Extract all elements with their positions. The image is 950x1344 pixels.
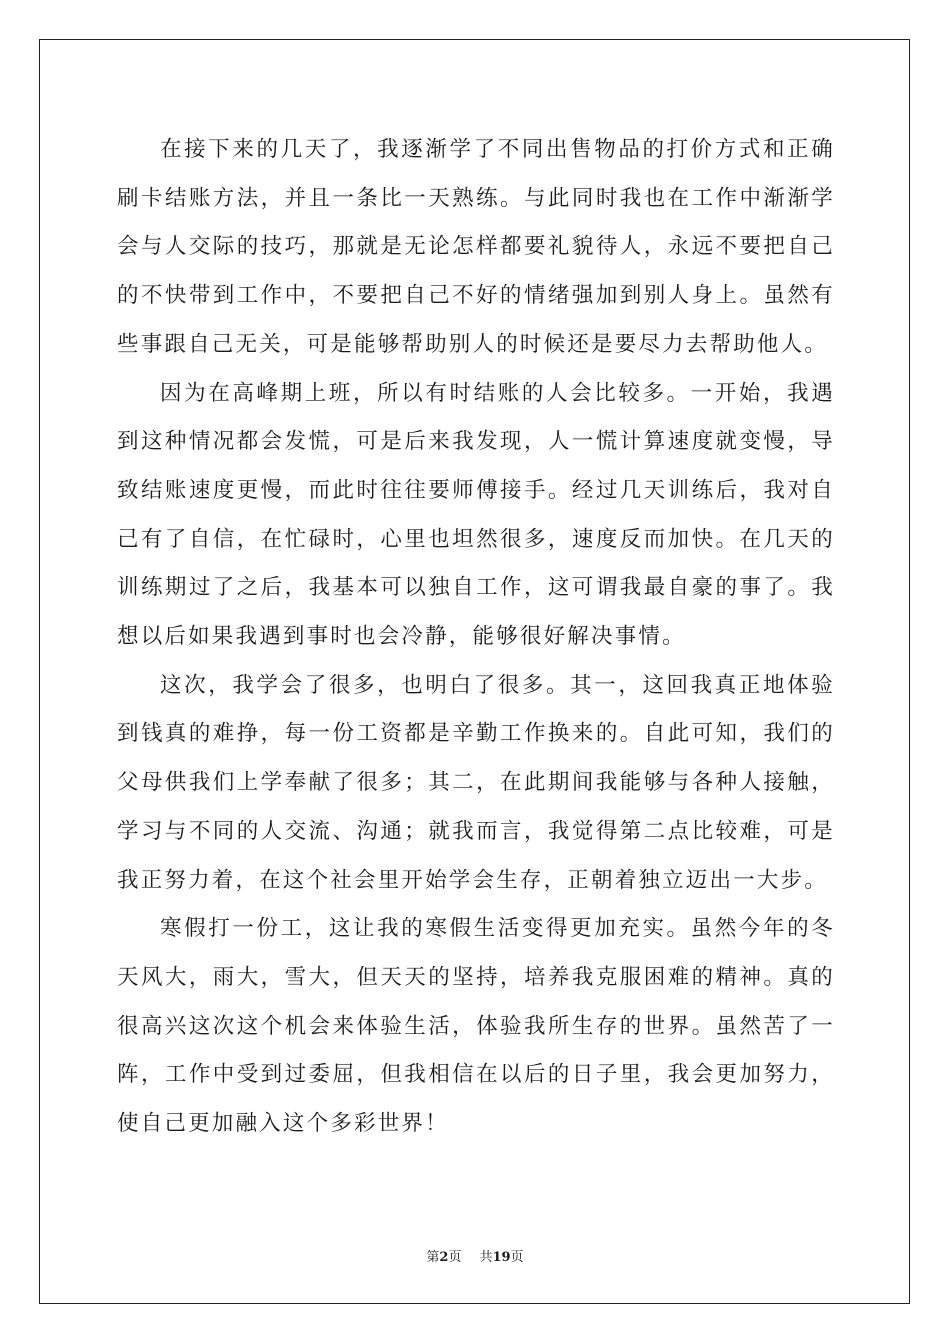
paragraph: 寒假打一份工，这让我的寒假生活变得更加充实。虽然今年的冬天风大，雨大，雪大，但天天的坚持，培养我克服困难的精神。真的很高兴这次这个机会来体验生活，体验我所生存的世界。虽然苦了一阵，工作中受到过委屈，但我相信在以后的日子里，我会更加努力，使自己更加融入这个多彩世界！ [117, 916, 835, 1137]
paragraph: 在接下来的几天了，我逐渐学了不同出售物品的打价方式和正确刷卡结账方法，并且一条比一天熟练。与此同时我也在工作中渐渐学会与人交际的技巧，那就是无论怎样都要礼貌待人，永远不要把自己的不快带到工作中，不要把自己不好的情绪强加到别人身上。虽然有些事跟自己无关，可是能够帮助别人的时候还是要尽力去帮助他人。 [117, 137, 835, 357]
total-label-suffix: 页 [510, 1250, 524, 1265]
total-label-prefix: 共 [479, 1250, 493, 1265]
total-pages: 19 [492, 1250, 511, 1265]
document-body [117, 126, 835, 1149]
page-footer [0, 1246, 950, 1265]
paragraph: 因为在高峰期上班，所以有时结账的人会比较多。一开始，我遇到这种情况都会发慌，可是后来我发现，人一慌计算速度就变慢，导致结账速度更慢，而此时往往要师傅接手。经过几天训练后，我对自己有了自信，在忙碌时，心里也坦然很多，速度反而加快。在几天的训练期过了之后，我基本可以独自工作，这可谓我最自豪的事了。我想以后如果我遇到事时也会冷静，能够很好解决事情。 [117, 380, 835, 650]
page-number: 2 [439, 1250, 449, 1265]
page-label-suffix: 页 [448, 1250, 462, 1265]
paragraph: 这次，我学会了很多，也明白了很多。其一，这回我真正地体验到钱真的难挣，每一份工资都是辛勤工作换来的。自此可知，我们的父母供我们上学奉献了很多；其二，在此期间我能够与各种人接触，学习与不同的人交流、沟通；就我而言，我觉得第二点比较难，可是我正努力着，在这个社会里开始学会生存，正朝着独立迈出一大步。 [117, 672, 835, 893]
page-label-prefix: 第 [426, 1250, 440, 1265]
